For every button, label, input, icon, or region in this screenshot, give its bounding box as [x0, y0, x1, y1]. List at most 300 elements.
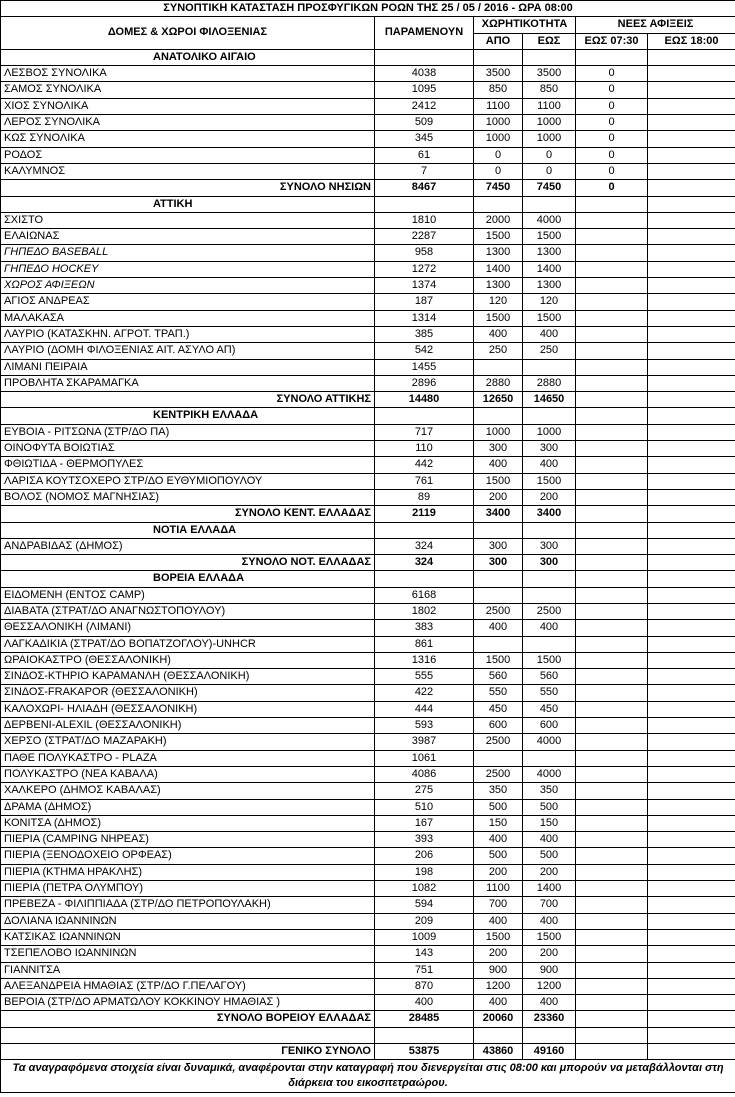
capacity-to-cell: 900 [523, 962, 576, 978]
arrivals-0730-cell: 0 [576, 163, 648, 179]
arrivals-1800-cell [648, 636, 735, 652]
arrivals-0730-cell [576, 441, 648, 457]
table-row [1, 685, 735, 701]
arrivals-1800-cell [648, 1027, 735, 1043]
capacity-to-cell: 400 [523, 832, 576, 848]
remaining-cell: 1095 [375, 82, 474, 98]
capacity-to-cell: 1300 [523, 245, 576, 261]
arrivals-0730-cell [576, 343, 648, 359]
total-row [1, 180, 735, 196]
capacity-to-cell: 850 [523, 82, 576, 98]
arrivals-1800-cell [648, 489, 735, 505]
arrivals-0730-cell: 0 [576, 131, 648, 147]
capacity-to-cell: 4000 [523, 766, 576, 782]
capacity-to-cell: 1000 [523, 131, 576, 147]
remaining-cell: 198 [375, 864, 474, 880]
facility-name: ΑΓΙΟΣ ΑΝΔΡΕΑΣ [1, 294, 375, 310]
facility-name: ΦΘΙΩΤΙΔΑ - ΘΕΡΜΟΠΥΛΕΣ [1, 457, 375, 473]
section-row [1, 571, 735, 587]
arrivals-1800-cell [648, 750, 735, 766]
capacity-from-cell: 350 [474, 783, 523, 799]
facility-name: ΧΩΡΟΣ ΑΦΙΞΕΩΝ [1, 278, 375, 294]
facility-name: ΛΑΓΚΑΔΙΚΙΑ (ΣΤΡΑΤ/ΔΟ ΒΟΠΑΤΖΟΓΛΟΥ)-UNHCR [1, 636, 375, 652]
arrivals-1800-cell [648, 620, 735, 636]
capacity-from-cell: 850 [474, 82, 523, 98]
capacity-from-cell: 700 [474, 897, 523, 913]
capacity-to-cell: 0 [523, 163, 576, 179]
facility-name: ΘΕΣΣΑΛΟΝΙΚΗ (ΛΙΜΑΝΙ) [1, 620, 375, 636]
table-row [1, 489, 735, 505]
capacity-from-cell: 400 [474, 326, 523, 342]
capacity-to-cell: 4000 [523, 734, 576, 750]
capacity-from-cell [474, 522, 523, 538]
capacity-from-cell: 20060 [474, 1011, 523, 1027]
arrivals-1800-cell [648, 962, 735, 978]
section-name: ΑΤΤΙΚΗ [1, 196, 375, 212]
remaining-cell: 393 [375, 832, 474, 848]
table-row [1, 229, 735, 245]
table-row [1, 897, 735, 913]
facility-name: ΑΛΕΞΑΝΔΡΕΙΑ ΗΜΑΘΙΑΣ (ΣΤΡ/ΔΟ Γ.ΠΕΛΑΓΟΥ) [1, 978, 375, 994]
capacity-from-cell: 1400 [474, 261, 523, 277]
facility-name: ΠΙΕΡΙΑ (CAMPING ΝΗΡΕΑΣ) [1, 832, 375, 848]
arrivals-1800-cell [648, 408, 735, 424]
remaining-cell: 510 [375, 799, 474, 815]
arrivals-0730-cell [576, 261, 648, 277]
capacity-from-cell: 12650 [474, 392, 523, 408]
arrivals-0730-cell [576, 718, 648, 734]
table-row [1, 750, 735, 766]
capacity-from-cell: 200 [474, 946, 523, 962]
arrivals-0730-cell [576, 424, 648, 440]
capacity-from-cell: 1100 [474, 881, 523, 897]
table-row [1, 82, 735, 98]
table-title: ΣΥΝΟΠΤΙΚΗ ΚΑΤΑΣΤΑΣΗ ΠΡΟΣΦΥΓΙΚΩΝ ΡΟΩΝ ΤΗΣ 25 / 05 / 2016 - ΩΡΑ 08:00 [1, 1, 735, 17]
arrivals-0730-cell [576, 913, 648, 929]
arrivals-1800-cell [648, 832, 735, 848]
capacity-to-cell [523, 571, 576, 587]
arrivals-0730-cell [576, 636, 648, 652]
capacity-to-cell: 1000 [523, 115, 576, 131]
capacity-from-cell [474, 1027, 523, 1043]
capacity-from-cell: 1300 [474, 278, 523, 294]
arrivals-0730-cell [576, 522, 648, 538]
arrivals-1800-cell [648, 506, 735, 522]
facility-name: ΔΕΡΒΕΝΙ-ALEXIL (ΘΕΣΣΑΛΟΝΙΚΗ) [1, 718, 375, 734]
capacity-to-cell: 1300 [523, 278, 576, 294]
arrivals-1800-cell [648, 359, 735, 375]
remaining-cell: 400 [375, 995, 474, 1011]
facility-name: ΒΟΛΟΣ (ΝΟΜΟΣ ΜΑΓΝΗΣΙΑΣ) [1, 489, 375, 505]
capacity-to-cell: 14650 [523, 392, 576, 408]
arrivals-0730-cell [576, 734, 648, 750]
facility-name: ΛΕΡΟΣ ΣΥΝΟΛΙΚΑ [1, 115, 375, 131]
capacity-to-cell: 200 [523, 864, 576, 880]
remaining-cell [375, 49, 474, 65]
capacity-to-cell: 400 [523, 995, 576, 1011]
arrivals-1800-cell [648, 913, 735, 929]
facility-name: ΠΙΕΡΙΑ (ΞΕΝΟΔΟΧΕΙΟ ΟΡΦΕΑΣ) [1, 848, 375, 864]
arrivals-1800-cell [648, 571, 735, 587]
arrivals-0730-cell [576, 538, 648, 554]
facility-name: ΛΑΥΡΙΟ (ΔΟΜΗ ΦΙΛΟΞΕΝΙΑΣ ΑΙΤ. ΑΣΥΛΟ ΑΠ) [1, 343, 375, 359]
capacity-to-cell [523, 49, 576, 65]
remaining-cell: 1272 [375, 261, 474, 277]
capacity-to-cell: 400 [523, 326, 576, 342]
arrivals-0730-cell [576, 848, 648, 864]
arrivals-0730-cell [576, 245, 648, 261]
facility-name: ΟΙΝΟΦΥΤΑ ΒΟΙΩΤΙΑΣ [1, 441, 375, 457]
section-name: ΑΝΑΤΟΛΙΚΟ ΑΙΓΑΙΟ [1, 49, 375, 65]
arrivals-1800-cell [648, 229, 735, 245]
remaining-cell: 324 [375, 555, 474, 571]
arrivals-0730-cell [576, 766, 648, 782]
arrivals-0730-cell [576, 750, 648, 766]
facility-name: ΡΟΔΟΣ [1, 147, 375, 163]
capacity-from-cell: 300 [474, 555, 523, 571]
arrivals-0730-cell: 0 [576, 147, 648, 163]
capacity-from-cell: 2880 [474, 375, 523, 391]
arrivals-0730-cell [576, 783, 648, 799]
remaining-cell: 89 [375, 489, 474, 505]
footnote: Τα αναγραφόμενα στοιχεία είναι δυναμικά, αναφέρονται στην καταγραφή που διενεργείται στις 08:00 και μπορούν να μεταβάλλονται στη διάρκεια του εικοσιτετραώρου. [1, 1060, 735, 1093]
table-row [1, 278, 735, 294]
capacity-from-cell: 0 [474, 147, 523, 163]
remaining-cell: 167 [375, 815, 474, 831]
capacity-from-cell: 400 [474, 995, 523, 1011]
total-label: ΓΕΝΙΚΟ ΣΥΝΟΛΟ [1, 1044, 375, 1060]
table-row [1, 294, 735, 310]
capacity-from-cell: 2500 [474, 734, 523, 750]
arrivals-1800-cell [648, 1044, 735, 1060]
remaining-cell: 4086 [375, 766, 474, 782]
capacity-from-cell: 400 [474, 457, 523, 473]
facility-name: ΧΑΛΚΕΡΟ (ΔΗΜΟΣ ΚΑΒΑΛΑΣ) [1, 783, 375, 799]
remaining-cell: 6168 [375, 587, 474, 603]
capacity-to-cell: 1500 [523, 473, 576, 489]
capacity-from-cell [474, 571, 523, 587]
remaining-cell: 143 [375, 946, 474, 962]
capacity-from-cell: 1000 [474, 131, 523, 147]
capacity-to-cell: 49160 [523, 1044, 576, 1060]
facility-name: ΛΑΥΡΙΟ (ΚΑΤΑΣΚΗΝ. ΑΓΡΟΤ. ΤΡΑΠ.) [1, 326, 375, 342]
capacity-to-cell [523, 522, 576, 538]
arrivals-1800-cell [648, 685, 735, 701]
remaining-cell: 1455 [375, 359, 474, 375]
remaining-cell: 2119 [375, 506, 474, 522]
capacity-to-cell: 3500 [523, 66, 576, 82]
remaining-cell: 206 [375, 848, 474, 864]
table-row [1, 636, 735, 652]
arrivals-1800-cell [648, 587, 735, 603]
arrivals-1800-cell [648, 929, 735, 945]
facility-name: ΔΙΑΒΑΤΑ (ΣΤΡΑΤ/ΔΟ ΑΝΑΓΝΩΣΤΟΠΟΥΛΟΥ) [1, 603, 375, 619]
capacity-from-cell: 1500 [474, 473, 523, 489]
section-row [1, 196, 735, 212]
arrivals-0730-cell [576, 571, 648, 587]
table-row [1, 848, 735, 864]
remaining-cell [375, 571, 474, 587]
arrivals-1800-cell [648, 343, 735, 359]
table-row [1, 473, 735, 489]
remaining-cell: 1802 [375, 603, 474, 619]
capacity-to-cell: 250 [523, 343, 576, 359]
arrivals-0730-cell [576, 587, 648, 603]
capacity-from-cell: 7450 [474, 180, 523, 196]
capacity-from-cell: 250 [474, 343, 523, 359]
header-new-arrivals: ΝΕΕΣ ΑΦΙΞΕΙΣ [576, 17, 735, 33]
capacity-to-cell: 0 [523, 147, 576, 163]
arrivals-1800-cell [648, 766, 735, 782]
arrivals-0730-cell [576, 832, 648, 848]
capacity-from-cell: 200 [474, 864, 523, 880]
capacity-from-cell: 1500 [474, 652, 523, 668]
arrivals-1800-cell [648, 49, 735, 65]
capacity-to-cell: 1000 [523, 424, 576, 440]
remaining-cell: 761 [375, 473, 474, 489]
total-label: ΣΥΝΟΛΟ ΚΕΝΤ. ΕΛΛΑΔΑΣ [1, 506, 375, 522]
table-row [1, 131, 735, 147]
arrivals-0730-cell [576, 652, 648, 668]
remaining-cell: 385 [375, 326, 474, 342]
remaining-cell: 593 [375, 718, 474, 734]
remaining-cell: 2896 [375, 375, 474, 391]
arrivals-0730-cell [576, 392, 648, 408]
arrivals-0730-cell: 0 [576, 66, 648, 82]
facility-name: ΓΗΠΕΔΟ HOCKEY [1, 261, 375, 277]
facility-name: ΣΑΜΟΣ ΣΥΝΟΛΙΚΑ [1, 82, 375, 98]
section-row [1, 522, 735, 538]
remaining-cell: 422 [375, 685, 474, 701]
capacity-from-cell [474, 359, 523, 375]
capacity-to-cell: 1200 [523, 978, 576, 994]
table-row [1, 766, 735, 782]
capacity-to-cell: 2500 [523, 603, 576, 619]
total-row [1, 1011, 735, 1027]
arrivals-1800-cell [648, 718, 735, 734]
capacity-to-cell: 1500 [523, 310, 576, 326]
remaining-cell: 442 [375, 457, 474, 473]
table-row [1, 946, 735, 962]
facility-name: ΜΑΛΑΚΑΣΑ [1, 310, 375, 326]
section-name: ΚΕΝΤΡΙΚΗ ΕΛΛΑΔΑ [1, 408, 375, 424]
facility-name: ΠΟΛΥΚΑΣΤΡΟ (ΝΕΑ ΚΑΒΑΛΑ) [1, 766, 375, 782]
arrivals-1800-cell [648, 424, 735, 440]
capacity-to-cell: 1400 [523, 261, 576, 277]
arrivals-0730-cell [576, 978, 648, 994]
arrivals-0730-cell [576, 49, 648, 65]
capacity-from-cell: 1500 [474, 310, 523, 326]
arrivals-0730-cell [576, 881, 648, 897]
capacity-to-cell: 500 [523, 848, 576, 864]
remaining-cell: 14480 [375, 392, 474, 408]
capacity-from-cell: 450 [474, 701, 523, 717]
remaining-cell: 209 [375, 913, 474, 929]
arrivals-1800-cell [648, 131, 735, 147]
arrivals-0730-cell [576, 995, 648, 1011]
facility-name: ΕΥΒΟΙΑ - ΡΙΤΣΩΝΑ (ΣΤΡ/ΔΟ ΠΑ) [1, 424, 375, 440]
arrivals-1800-cell [648, 261, 735, 277]
arrivals-1800-cell [648, 163, 735, 179]
arrivals-0730-cell [576, 620, 648, 636]
facility-name: ΔΡΑΜΑ (ΔΗΜΟΣ) [1, 799, 375, 815]
capacity-to-cell: 200 [523, 946, 576, 962]
arrivals-1800-cell [648, 326, 735, 342]
remaining-cell: 2287 [375, 229, 474, 245]
capacity-to-cell: 400 [523, 620, 576, 636]
table-row [1, 881, 735, 897]
capacity-to-cell: 300 [523, 555, 576, 571]
arrivals-1800-cell [648, 180, 735, 196]
table-row [1, 424, 735, 440]
remaining-cell: 275 [375, 783, 474, 799]
capacity-from-cell: 560 [474, 669, 523, 685]
table-row [1, 734, 735, 750]
arrivals-0730-cell [576, 897, 648, 913]
capacity-to-cell: 23360 [523, 1011, 576, 1027]
capacity-from-cell: 1100 [474, 98, 523, 114]
arrivals-1800-cell [648, 864, 735, 880]
remaining-cell: 751 [375, 962, 474, 978]
table-row [1, 962, 735, 978]
remaining-cell: 383 [375, 620, 474, 636]
capacity-from-cell: 150 [474, 815, 523, 831]
arrivals-1800-cell [648, 66, 735, 82]
remaining-cell: 870 [375, 978, 474, 994]
arrivals-0730-cell [576, 946, 648, 962]
arrivals-0730-cell [576, 864, 648, 880]
capacity-to-cell: 700 [523, 897, 576, 913]
capacity-to-cell [523, 196, 576, 212]
arrivals-1800-cell [648, 115, 735, 131]
facility-name: ΚΑΛΟΧΩΡΙ- ΗΛΙΑΔΗ (ΘΕΣΣΑΛΟΝΙΚΗ) [1, 701, 375, 717]
arrivals-0730-cell [576, 196, 648, 212]
remaining-cell: 1316 [375, 652, 474, 668]
arrivals-1800-cell [648, 98, 735, 114]
table-row [1, 245, 735, 261]
header-capacity: ΧΩΡΗΤΙΚΟΤΗΤΑ [474, 17, 576, 33]
capacity-from-cell: 900 [474, 962, 523, 978]
remaining-cell: 1061 [375, 750, 474, 766]
capacity-from-cell: 300 [474, 538, 523, 554]
facility-name: ΠΙΕΡΙΑ (ΠΕΤΡΑ ΟΛΥΜΠΟΥ) [1, 881, 375, 897]
capacity-to-cell: 200 [523, 489, 576, 505]
capacity-to-cell [523, 587, 576, 603]
capacity-from-cell: 2500 [474, 766, 523, 782]
remaining-cell: 1314 [375, 310, 474, 326]
arrivals-0730-cell [576, 408, 648, 424]
capacity-to-cell: 500 [523, 799, 576, 815]
capacity-from-cell: 1000 [474, 115, 523, 131]
arrivals-1800-cell [648, 815, 735, 831]
capacity-from-cell: 200 [474, 489, 523, 505]
capacity-from-cell: 400 [474, 620, 523, 636]
remaining-cell [375, 408, 474, 424]
capacity-from-cell [474, 196, 523, 212]
capacity-to-cell [523, 750, 576, 766]
facility-name: ΛΙΜΑΝΙ ΠΕΙΡΑΙΑ [1, 359, 375, 375]
capacity-to-cell: 2880 [523, 375, 576, 391]
arrivals-1800-cell [648, 1011, 735, 1027]
arrivals-1800-cell [648, 555, 735, 571]
arrivals-1800-cell [648, 848, 735, 864]
table-row [1, 603, 735, 619]
capacity-to-cell: 1500 [523, 929, 576, 945]
capacity-from-cell: 300 [474, 441, 523, 457]
facility-name: ΒΕΡΟΙΑ (ΣΤΡ/ΔΟ ΑΡΜΑΤΩΛΟΥ ΚΟΚΚΙΝΟΥ ΗΜΑΘΙΑΣ ) [1, 995, 375, 1011]
table-row [1, 261, 735, 277]
remaining-cell: 444 [375, 701, 474, 717]
capacity-from-cell [474, 587, 523, 603]
facility-name: ΚΑΤΣΙΚΑΣ ΙΩΑΝΝΙΝΩΝ [1, 929, 375, 945]
blank-row [1, 1027, 735, 1043]
arrivals-0730-cell [576, 310, 648, 326]
arrivals-1800-cell [648, 147, 735, 163]
arrivals-0730-cell [576, 212, 648, 228]
facility-name: ΧΕΡΣΟ (ΣΤΡΑΤ/ΔΟ ΜΑΖΑΡΑΚΗ) [1, 734, 375, 750]
arrivals-1800-cell [648, 603, 735, 619]
arrivals-0730-cell [576, 685, 648, 701]
arrivals-0730-cell [576, 799, 648, 815]
remaining-cell: 509 [375, 115, 474, 131]
facility-name: ΤΣΕΠΕΛΟΒΟ ΙΩΑΝΝΙΝΩΝ [1, 946, 375, 962]
table-row [1, 343, 735, 359]
facility-name: ΑΝΔΡΑΒΙΔΑΣ (ΔΗΜΟΣ) [1, 538, 375, 554]
capacity-from-cell: 1000 [474, 424, 523, 440]
facility-name: ΧΙΟΣ ΣΥΝΟΛΙΚΑ [1, 98, 375, 114]
arrivals-1800-cell [648, 212, 735, 228]
arrivals-1800-cell [648, 701, 735, 717]
table-row [1, 718, 735, 734]
capacity-to-cell: 450 [523, 701, 576, 717]
arrivals-0730-cell [576, 815, 648, 831]
arrivals-0730-cell [576, 489, 648, 505]
arrivals-1800-cell [648, 897, 735, 913]
table-row [1, 815, 735, 831]
header-remaining: ΠΑΡΑΜΕΝΟΥΝ [375, 17, 474, 50]
capacity-from-cell [474, 408, 523, 424]
capacity-to-cell: 600 [523, 718, 576, 734]
arrivals-0730-cell [576, 375, 648, 391]
arrivals-1800-cell [648, 522, 735, 538]
remaining-cell: 717 [375, 424, 474, 440]
capacity-to-cell: 560 [523, 669, 576, 685]
arrivals-1800-cell [648, 473, 735, 489]
table-row [1, 441, 735, 457]
arrivals-1800-cell [648, 995, 735, 1011]
remaining-cell: 1374 [375, 278, 474, 294]
total-label: ΣΥΝΟΛΟ ΑΤΤΙΚΗΣ [1, 392, 375, 408]
arrivals-1800-cell [648, 669, 735, 685]
total-row [1, 555, 735, 571]
total-row [1, 392, 735, 408]
capacity-to-cell: 3400 [523, 506, 576, 522]
remaining-cell: 53875 [375, 1044, 474, 1060]
capacity-from-cell: 0 [474, 163, 523, 179]
remaining-cell: 345 [375, 131, 474, 147]
capacity-to-cell [523, 636, 576, 652]
table-row [1, 310, 735, 326]
remaining-cell [375, 196, 474, 212]
table-row [1, 864, 735, 880]
capacity-to-cell: 4000 [523, 212, 576, 228]
arrivals-0730-cell [576, 701, 648, 717]
remaining-cell: 8467 [375, 180, 474, 196]
arrivals-1800-cell [648, 392, 735, 408]
capacity-to-cell [523, 1027, 576, 1043]
arrivals-1800-cell [648, 82, 735, 98]
arrivals-1800-cell [648, 946, 735, 962]
